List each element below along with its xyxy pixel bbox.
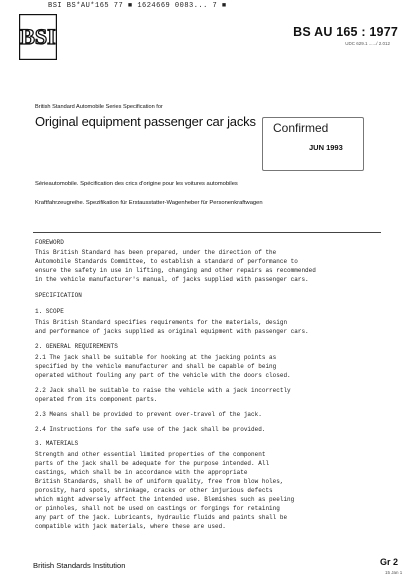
scope-line-1: This British Standard specifies requirements for the materials, design	[35, 319, 288, 326]
grade-subnote: 15 Jan 1	[385, 570, 403, 575]
item-22-line-1: 2.2 Jack shall be suitable to raise the vehicle with a jack incorrectly	[35, 387, 291, 394]
item-24: 2.4 Instructions for the safe use of the jack shall be provided.	[35, 426, 266, 433]
general-line-3: operated without fouling any part of the vehicle with the doors closed.	[35, 372, 291, 379]
materials-line-7: or pinholes, shall not be used on castings or forgings for retaining	[35, 505, 280, 512]
item-22-line-2: operated from its component parts.	[35, 396, 158, 403]
foreword-line-2: Automobile Standards Committee, to establish a standard of performance to	[35, 258, 298, 265]
materials-heading: 3. MATERIALS	[35, 440, 79, 447]
materials-line-9: compatible with jack materials, where these are used.	[35, 523, 226, 530]
institution-name: British Standards Institution	[33, 561, 126, 570]
confirmed-stamp	[262, 117, 364, 171]
stamp-date: JUN 1993	[309, 143, 343, 152]
foreword-line-4: in the vehicle manufacturer's manual, of jacks supplied with passenger cars.	[35, 276, 309, 283]
foreword-line-3: ensure the safety in use in lifting, changing and other repairs as recommended	[35, 267, 316, 274]
general-line-2: specified by the vehicle manufacturer and shall be capable of being	[35, 363, 277, 370]
foreword-line-1: This British Standard has been prepared, under the direction of the	[35, 249, 277, 256]
price-grade: Gr 2	[380, 557, 399, 567]
french-title: Sérieautomobile. Spécification des crics d'origine pour les voitures automobiles	[35, 181, 238, 187]
standard-number: BS AU 165 : 1977	[293, 25, 398, 39]
general-line-1: 2.1 The jack shall be suitable for hooking at the jacking points as	[35, 354, 277, 361]
foreword-heading: FOREWORD	[35, 239, 64, 246]
specification-heading: SPECIFICATION	[35, 292, 82, 299]
scope-heading: 1. SCOPE	[35, 308, 64, 315]
materials-line-1: Strength and other essential limited properties of the component	[35, 451, 266, 458]
scan-header-line: BSI BS*AU*165 77 ■ 1624669 0083... 7 ■	[48, 2, 227, 10]
materials-line-3: castings, which shall be in accordance with the appropriate	[35, 469, 248, 476]
bsi-logo	[19, 14, 57, 60]
item-23: 2.3 Means shall be provided to prevent over-travel of the jack.	[35, 411, 262, 418]
materials-line-4: British Standards, shall be of uniform quality, free from blow holes,	[35, 478, 284, 485]
materials-line-8: any part of the jack. Lubricants, hydraulic fluids and paints shall be	[35, 514, 288, 521]
materials-line-5: porosity, hard spots, shrinkage, cracks or other injurious defects	[35, 487, 273, 494]
general-heading: 2. GENERAL REQUIREMENTS	[35, 343, 118, 350]
top-rule	[33, 232, 381, 233]
german-title: Kraftfahrzeugreihe. Spezifikation für Erstausstatter-Wagenheber für Personenkraftwagen	[35, 200, 263, 206]
document-title: Original equipment passenger car jacks	[35, 114, 256, 129]
scope-line-2: and performance of jacks supplied as original equipment with passenger cars.	[35, 328, 309, 335]
series-subtitle: British Standard Automobile Series Specification for	[35, 104, 163, 110]
stamp-word: Confirmed	[273, 121, 329, 135]
materials-line-2: parts of the jack shall be adequate for the purpose intended. All	[35, 460, 270, 467]
udc-note: UDC 629.1 ....../ 2.012	[345, 41, 390, 46]
materials-line-6: which might adversely affect the intended use. Blemishes such as peeling	[35, 496, 295, 503]
svg-text:BSI: BSI	[20, 24, 56, 49]
